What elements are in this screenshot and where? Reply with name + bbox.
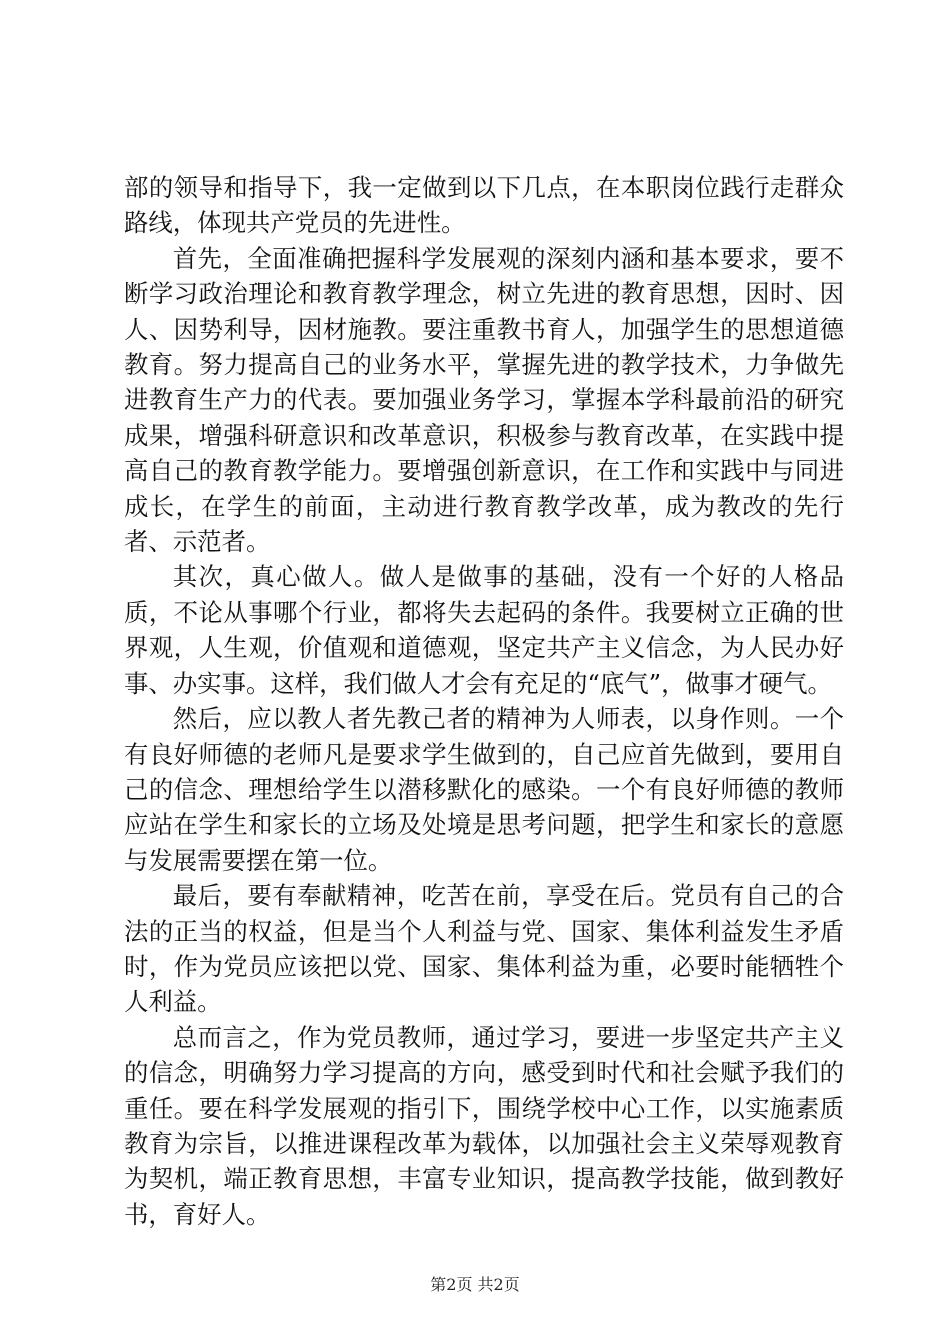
paragraph-first: 首先，全面准确把握科学发展观的深刻内涵和基本要求，要不断学习政治理论和教育教学理念，树立先进的教育思想，因时、因人、因势利导，因材施教。要注重教书育人，加强学生的思想道德教育。努力提高自己的业务水平，掌握先进的教学技术，力争做先进教育生产力的代表。要加强业务学习，掌握本学科最前沿的研究成果，增强科研意识和改革意识，积极参与教育改革，在实践中提高自己的教育教学能力。要增强创新意识，在工作和实践中与同进成长，在学生的前面，主动进行教育教学改革，成为教改的先行者、示范者。 — [124, 243, 844, 557]
paragraph-second: 其次，真心做人。做人是做事的基础，没有一个好的人格品质，不论从事哪个行业，都将失去起码的条件。我要树立正确的世界观，人生观，价值观和道德观，坚定共产主义信念，为人民办好事、办实事。这样，我们做人才会有充足的“底气”，做事才硬气。 — [124, 562, 844, 698]
paragraph-finally: 最后，要有奉献精神，吃苦在前，享受在后。党员有自己的合法的正当的权益，但是当个人利益与党、国家、集体利益发生矛盾时，作为党员应该把以党、国家、集体利益为重，必要时能牺牲个人利益。 — [124, 881, 844, 1017]
paragraph-then: 然后，应以教人者先教己者的精神为人师表，以身作则。一个有良好师德的老师凡是要求学生做到的，自己应首先做到，要用自己的信念、理想给学生以潜移默化的感染。一个有良好师德的教师应站在学生和家长的立场及处境是思考问题，把学生和家长的意愿与发展需要摆在第一位。 — [124, 704, 844, 875]
paragraph-continuation: 部的领导和指导下，我一定做到以下几点，在本职岗位践行走群众路线，体现共产党员的先进性。 — [124, 173, 844, 238]
page-footer: 第2页 共2页 — [430, 1275, 520, 1294]
paragraph-conclusion: 总而言之，作为党员教师，通过学习，要进一步坚定共产主义的信念，明确努力学习提高的方向，感受到时代和社会赋予我们的重任。要在科学发展观的指引下，围绕学校中心工作，以实施素质教育为宗旨，以推进课程改革为载体，以加强社会主义荣辱观教育为契机，端正教育思想，丰富专业知识，提高教学技能，做到教好书，育好人。 — [124, 1022, 844, 1229]
document-body — [124, 170, 844, 1232]
